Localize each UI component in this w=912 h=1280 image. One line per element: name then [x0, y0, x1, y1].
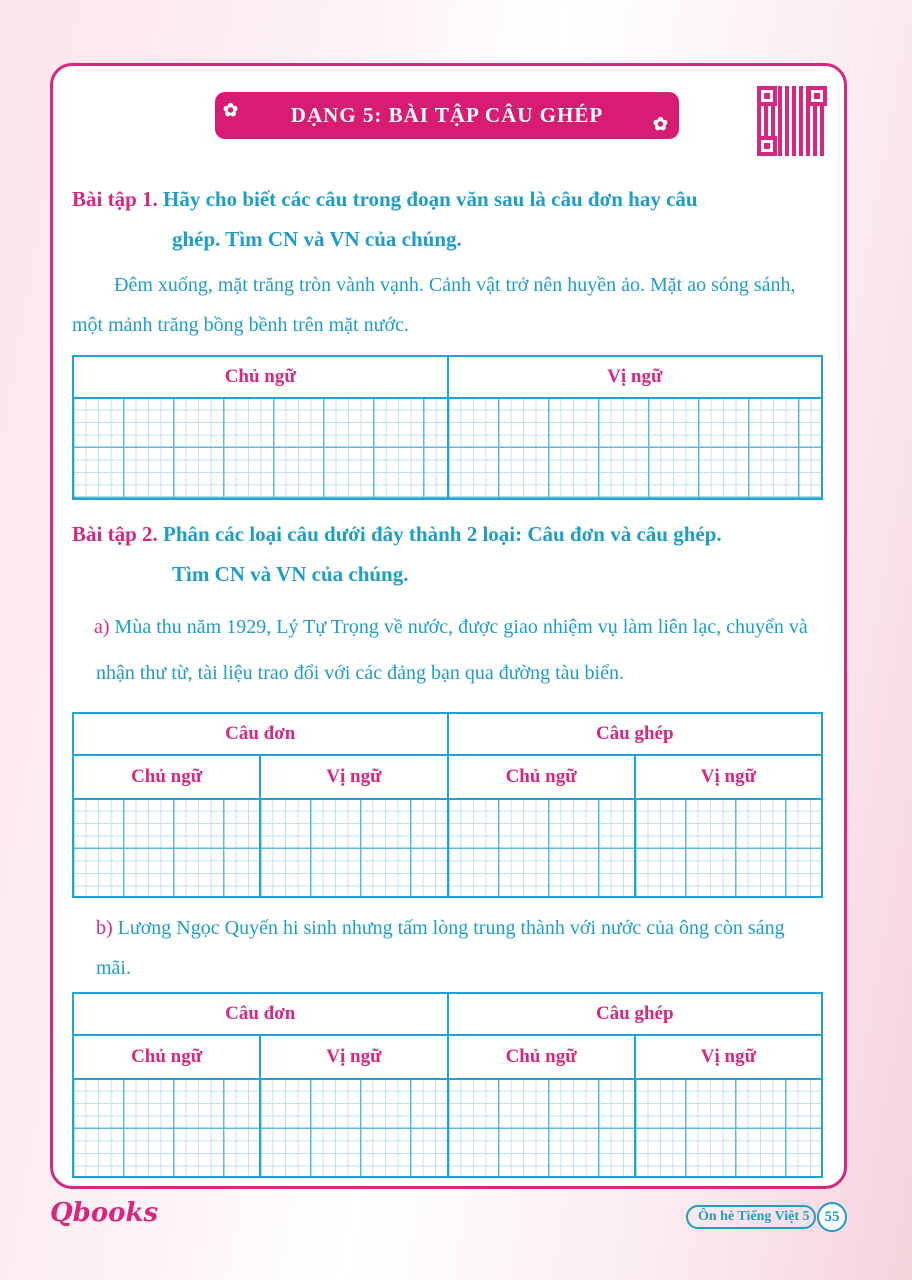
- header-cau-don: Câu đơn: [73, 713, 448, 755]
- item-label: a): [94, 616, 110, 638]
- answer-grid[interactable]: [260, 1079, 447, 1177]
- section-title-banner: [215, 92, 679, 139]
- answer-grid[interactable]: [448, 1079, 635, 1177]
- exercise-2a-answer-table: [72, 712, 823, 898]
- exercise-2-heading: [72, 514, 722, 594]
- page-number: 55: [817, 1202, 847, 1232]
- answer-grid[interactable]: [635, 1079, 822, 1177]
- header-vi-ngu: Vị ngữ: [260, 755, 447, 799]
- exercise-1-passage: Đêm xuống, mặt trăng tròn vành vạnh. Cảnh vật trở nên huyền ảo. Mặt ao sóng sánh, một mảnh trăng bồng bềnh trên mặt nước.: [72, 274, 796, 336]
- answer-grid[interactable]: [73, 398, 448, 499]
- item-label: b): [96, 917, 113, 939]
- exercise-2a-text: [72, 604, 824, 696]
- exercise-2b-text: [72, 908, 824, 988]
- answer-grid[interactable]: [448, 799, 635, 897]
- exercise-instruction-cont: ghép. Tìm CN và VN của chúng.: [172, 227, 462, 251]
- header-chu-ngu: Chủ ngữ: [73, 356, 448, 398]
- exercise-1-answer-table: [72, 355, 823, 500]
- header-vi-ngu: Vị ngữ: [448, 356, 823, 398]
- exercise-label: Bài tập 1.: [72, 187, 158, 211]
- exercise-2b-answer-table: [72, 992, 823, 1178]
- answer-grid[interactable]: [260, 799, 447, 897]
- section-title: DẠNG 5: BÀI TẬP CÂU GHÉP: [290, 103, 604, 127]
- item-text: Mùa thu năm 1929, Lý Tự Trọng về nước, được giao nhiệm vụ làm liên lạc, chuyển và nhận thư từ, tài liệu trao đổi với các đảng bạn qua đường tàu biển.: [96, 616, 808, 684]
- exercise-instruction-cont: Tìm CN và VN của chúng.: [172, 562, 409, 586]
- header-chu-ngu: Chủ ngữ: [73, 755, 260, 799]
- header-cau-don: Câu đơn: [73, 993, 448, 1035]
- answer-grid[interactable]: [73, 799, 260, 897]
- book-title-badge: Ôn hè Tiếng Việt 5: [686, 1205, 816, 1229]
- exercise-instruction: Hãy cho biết các câu trong đoạn văn sau là câu đơn hay câu: [163, 187, 698, 211]
- exercise-1-heading: [72, 179, 698, 259]
- qr-code-icon: [757, 86, 827, 156]
- header-vi-ngu: Vị ngữ: [635, 755, 822, 799]
- flower-icon: ✿: [652, 114, 669, 134]
- answer-grid[interactable]: [635, 799, 822, 897]
- header-chu-ngu: Chủ ngữ: [448, 755, 635, 799]
- answer-grid[interactable]: [73, 1079, 260, 1177]
- exercise-label: Bài tập 2.: [72, 522, 158, 546]
- header-vi-ngu: Vị ngữ: [260, 1035, 447, 1079]
- header-chu-ngu: Chủ ngữ: [73, 1035, 260, 1079]
- item-text: Lương Ngọc Quyến hi sinh nhưng tấm lòng trung thành với nước của ông còn sáng mãi.: [96, 917, 785, 979]
- flower-icon: ✿: [223, 100, 240, 120]
- answer-grid[interactable]: [448, 398, 823, 499]
- header-chu-ngu: Chủ ngữ: [448, 1035, 635, 1079]
- qbooks-logo: Qbooks: [50, 1198, 159, 1228]
- header-cau-ghep: Câu ghép: [448, 993, 823, 1035]
- header-vi-ngu: Vị ngữ: [635, 1035, 822, 1079]
- header-cau-ghep: Câu ghép: [448, 713, 823, 755]
- exercise-instruction: Phân các loại câu dưới đây thành 2 loại: Câu đơn và câu ghép.: [163, 522, 722, 546]
